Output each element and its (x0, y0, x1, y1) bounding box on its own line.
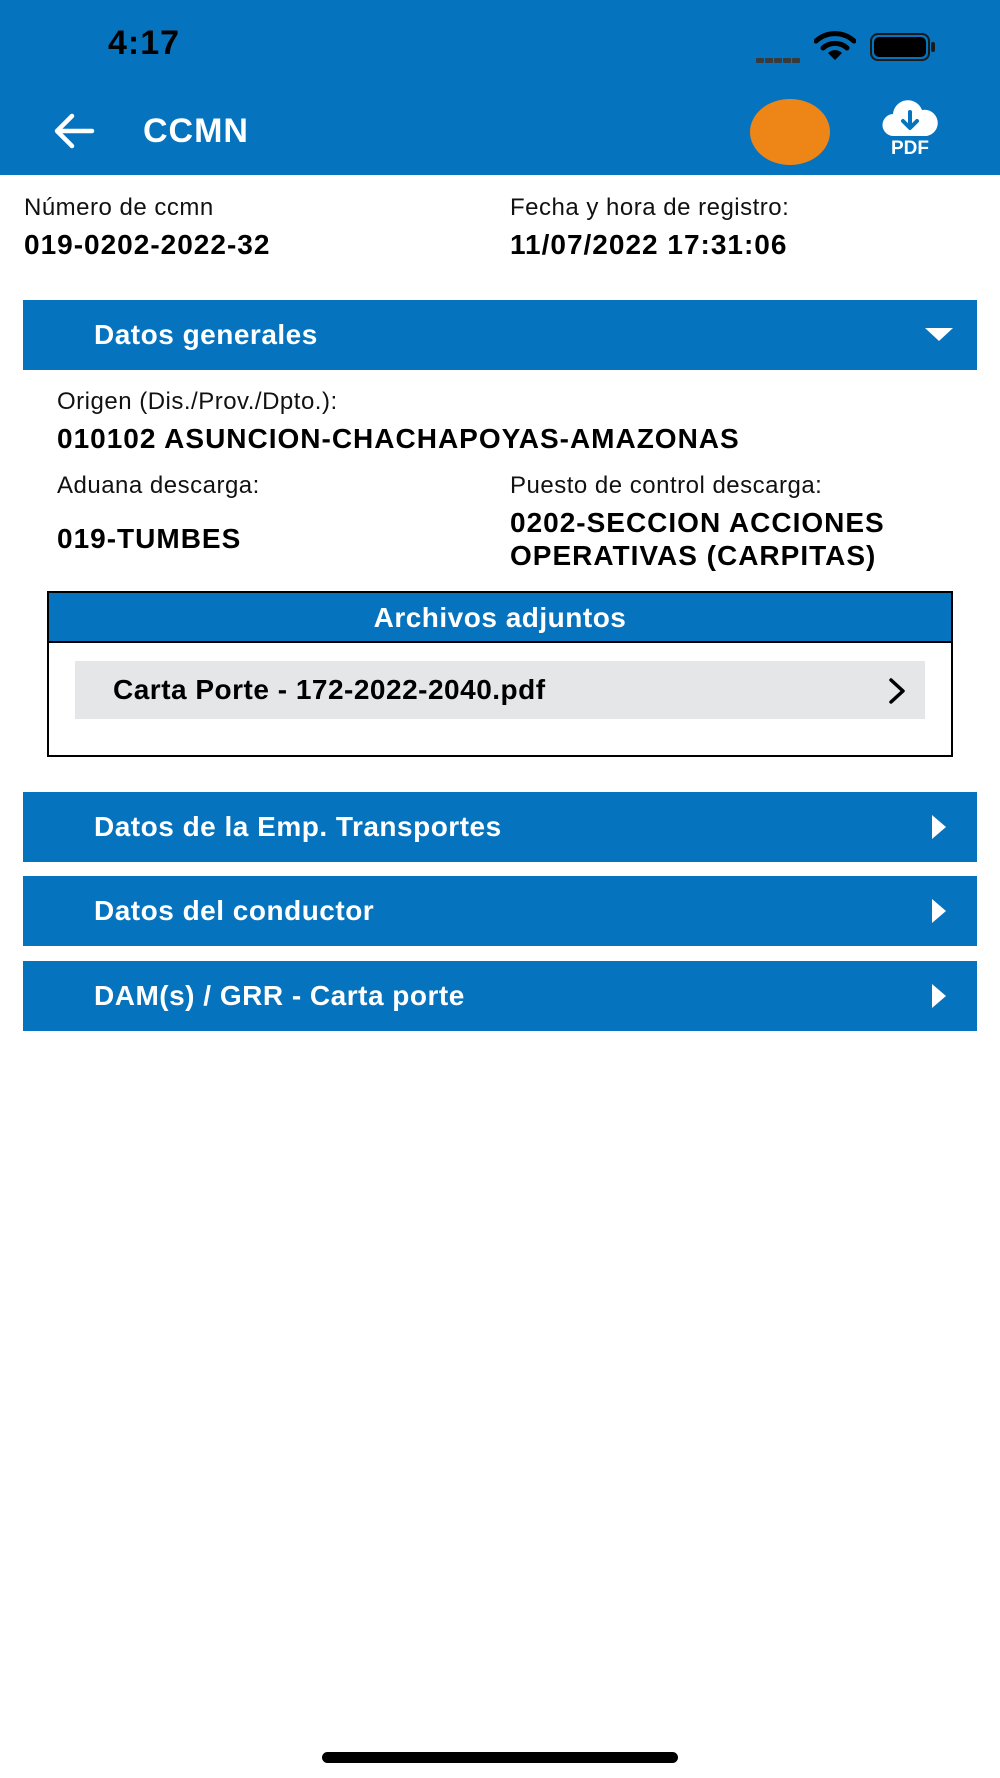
back-arrow-icon[interactable] (52, 111, 98, 151)
checkpoint-value-line1: 0202-SECCION ACCIONES (510, 507, 885, 538)
chevron-right-icon (887, 677, 907, 705)
attachment-file-name: Carta Porte - 172-2022-2040.pdf (113, 674, 546, 705)
section-dam-grr[interactable] (23, 961, 977, 1031)
page-title: CCMN (143, 112, 249, 150)
download-pdf-button[interactable] (880, 100, 940, 164)
checkpoint-label: Puesto de control descarga: (510, 472, 823, 499)
section-general-data[interactable] (23, 300, 977, 370)
ccmn-number-label: Número de ccmn (24, 194, 214, 221)
top-header (0, 0, 1000, 175)
caret-right-icon (932, 899, 946, 923)
section-transport-company-label: Datos de la Emp. Transportes (94, 811, 502, 842)
attachments-header (49, 593, 951, 643)
origin-label: Origen (Dis./Prov./Dpto.): (57, 388, 338, 415)
section-transport-company[interactable] (23, 792, 977, 862)
caret-right-icon (932, 984, 946, 1008)
section-dam-grr-label: DAM(s) / GRR - Carta porte (94, 980, 465, 1011)
section-driver[interactable] (23, 876, 977, 946)
battery-icon (870, 32, 936, 62)
status-time: 4:17 (108, 24, 181, 62)
customs-value: 019-TUMBES (57, 523, 242, 554)
ccmn-number-value: 019-0202-2022-32 (24, 229, 271, 260)
caret-right-icon (932, 815, 946, 839)
cellular-signal-icon (756, 50, 801, 68)
home-indicator[interactable] (322, 1752, 678, 1763)
origin-value: 010102 ASUNCION-CHACHAPOYAS-AMAZONAS (57, 423, 740, 454)
registration-date-label: Fecha y hora de registro: (510, 194, 790, 221)
section-driver-label: Datos del conductor (94, 895, 375, 926)
checkpoint-value-line2: OPERATIVAS (CARPITAS) (510, 540, 877, 571)
wifi-icon (814, 30, 856, 62)
pdf-label: PDF (891, 138, 929, 159)
registration-date-value: 11/07/2022 17:31:06 (510, 229, 788, 260)
cloud-download-icon (880, 100, 940, 140)
section-general-data-label: Datos generales (94, 319, 318, 350)
caret-down-icon (925, 328, 953, 341)
customs-label: Aduana descarga: (57, 472, 260, 499)
attachments-panel (47, 591, 953, 757)
status-indicator (750, 99, 830, 165)
attachments-title: Archivos adjuntos (373, 602, 627, 633)
attachment-file-row[interactable] (75, 661, 925, 719)
